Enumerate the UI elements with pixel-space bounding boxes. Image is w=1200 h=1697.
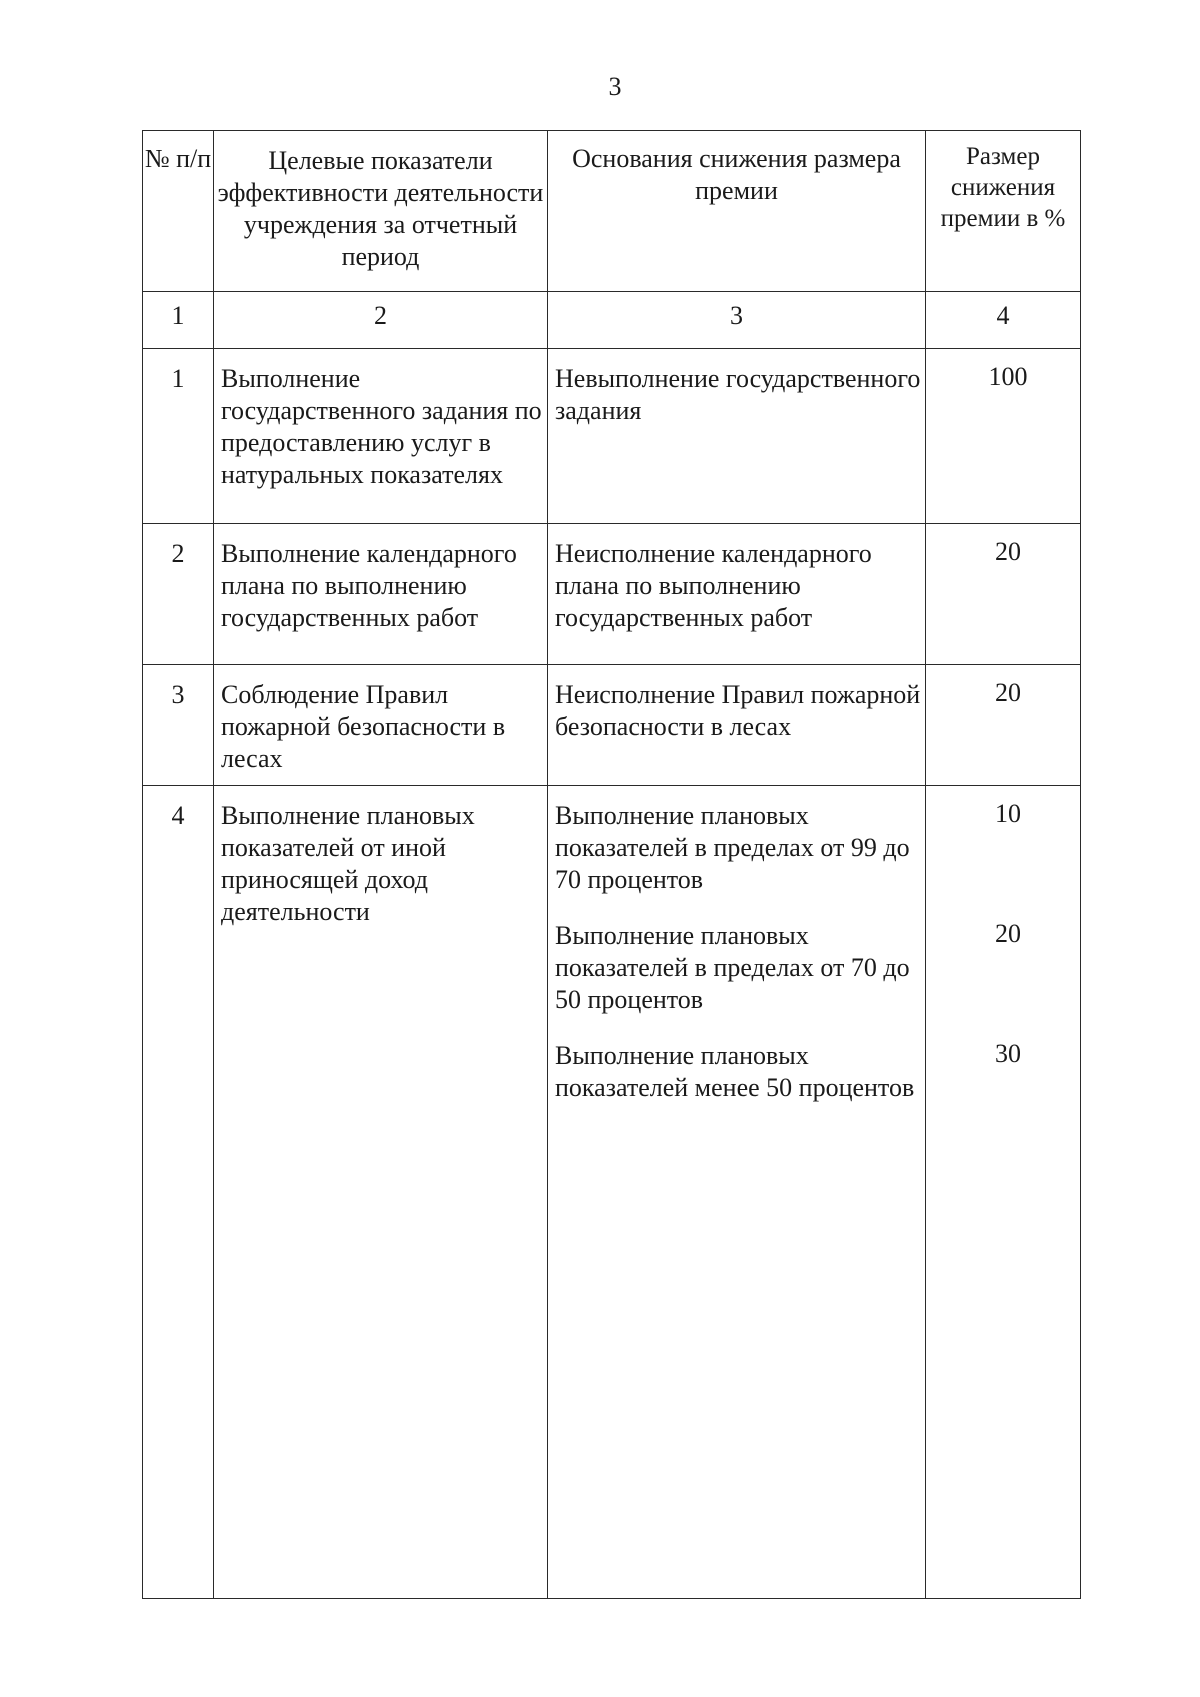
row-number: 3 <box>143 665 214 786</box>
header-basis: Основания снижения размера премии <box>548 131 926 292</box>
row-percent: 10 <box>995 799 1021 828</box>
column-number: 3 <box>548 292 926 349</box>
row-percent: 20 <box>926 665 1081 786</box>
row-number: 1 <box>143 349 214 524</box>
row-indicator: Выполнение плановых показателей от иной приносящей доход деятельности <box>214 786 548 1599</box>
row-basis: Неисполнение календарного плана по выполнению государственных работ <box>548 524 926 665</box>
column-number-row <box>143 292 1081 349</box>
header-reduction-size: Размер снижения премии в % <box>926 131 1081 292</box>
row-percent: 30 <box>995 1039 1021 1068</box>
row-number: 2 <box>143 524 214 665</box>
row-basis: Неисполнение Правил пожарной безопасности в лесах <box>548 665 926 786</box>
row-number: 4 <box>143 786 214 1599</box>
table-row <box>143 786 1081 1599</box>
column-number: 2 <box>214 292 548 349</box>
row-basis: Выполнение плановых показателей менее 50 процентов <box>555 1041 915 1102</box>
row-percent: 20 <box>995 919 1021 948</box>
page-number: 3 <box>608 72 622 101</box>
row-basis: Выполнение плановых показателей в пределах от 99 до 70 процентов <box>555 801 910 894</box>
row-basis: Невыполнение государственного задания <box>548 349 926 524</box>
table-row <box>143 524 1081 665</box>
table-row <box>143 349 1081 524</box>
column-number: 1 <box>143 292 214 349</box>
table-header-row <box>143 131 1081 292</box>
bonus-reduction-table <box>142 130 1081 1599</box>
row-percent: 20 <box>926 524 1081 665</box>
header-indicator: Целевые показатели эффективности деятельности учреждения за отчетный период <box>214 131 548 292</box>
row-percent: 100 <box>926 349 1081 524</box>
header-number: № п/п <box>143 131 214 292</box>
row-percent-list <box>926 786 1081 1599</box>
row-indicator: Выполнение календарного плана по выполнению государственных работ <box>214 524 548 665</box>
row-basis: Выполнение плановых показателей в пределах от 70 до 50 процентов <box>555 921 910 1014</box>
column-number: 4 <box>926 292 1081 349</box>
table-row <box>143 665 1081 786</box>
row-indicator: Соблюдение Правил пожарной безопасности в лесах <box>214 665 548 786</box>
row-indicator: Выполнение государственного задания по предоставлению услуг в натуральных показателях <box>214 349 548 524</box>
row-basis-list <box>548 786 926 1599</box>
